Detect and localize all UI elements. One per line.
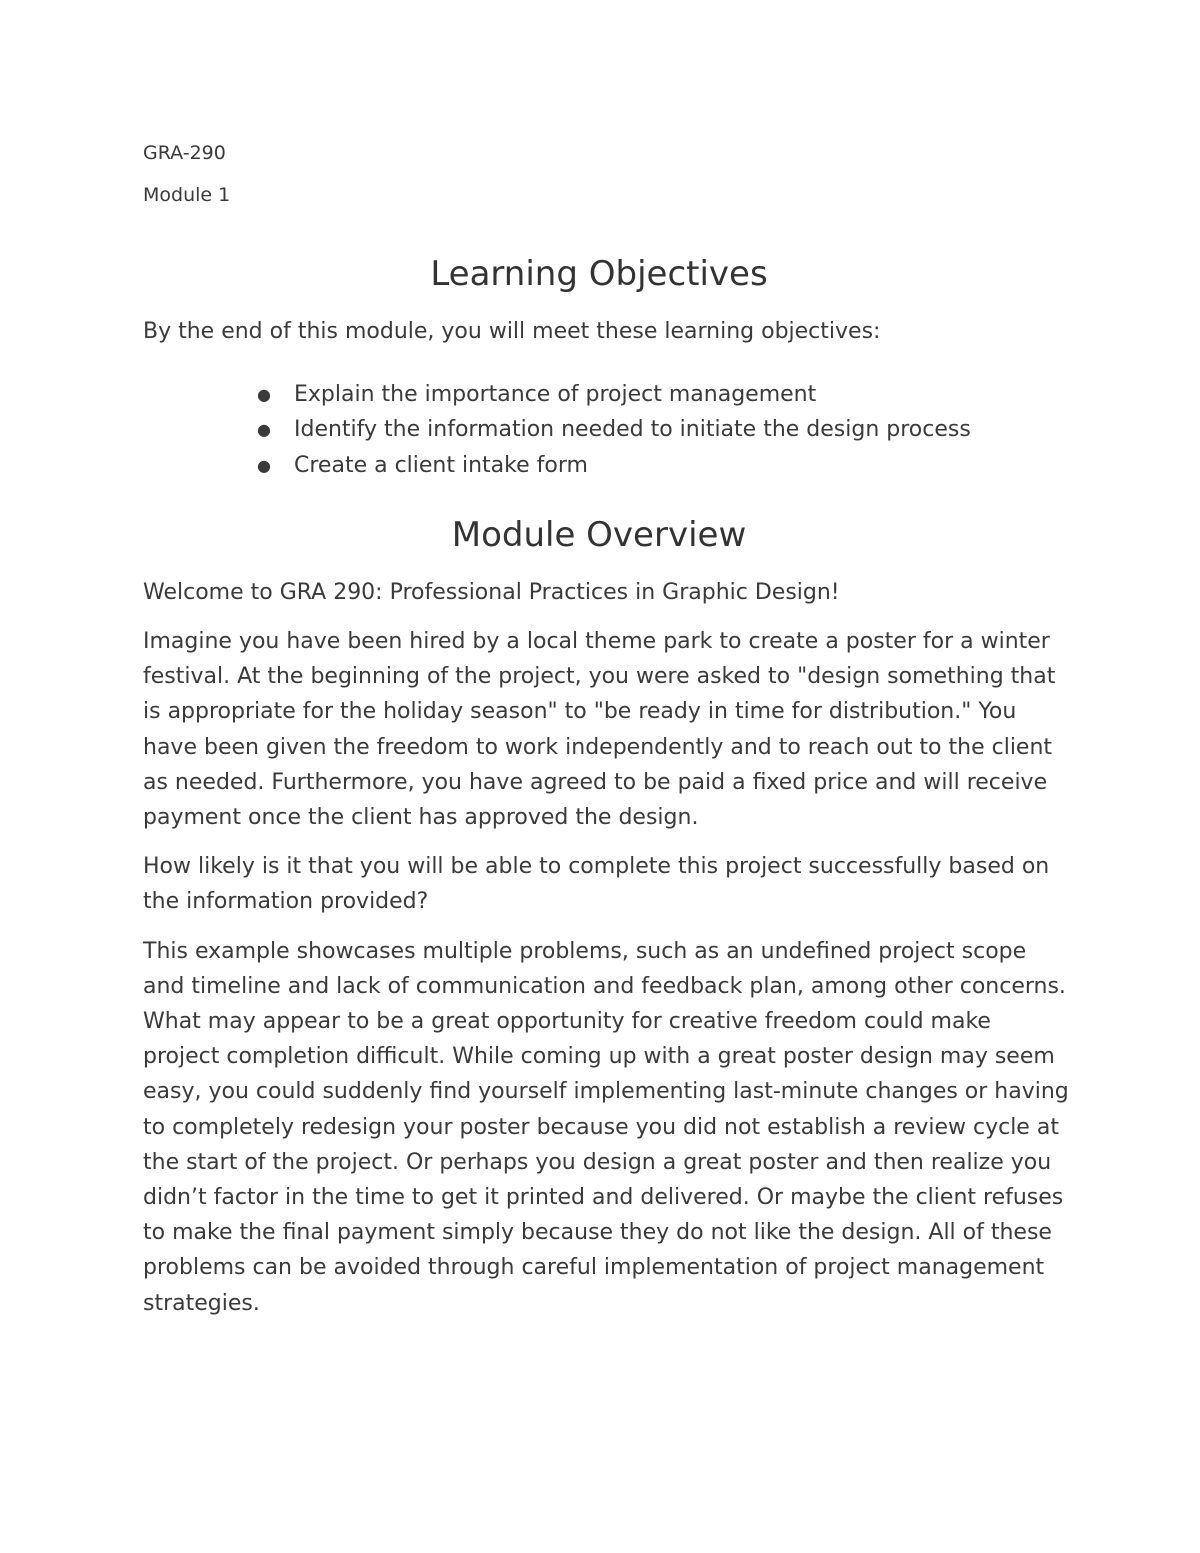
overview-analysis: This example showcases multiple problems, such as an undefined project scope and timeline and lack of communication and feedback plan, among other concerns. What may appear to be a great opportunity for creative freedom could make project completion difficult. While coming up with a great poster design may seem easy, you could suddenly find yourself implementing last-minute changes or having to completely redesign your poster because you did not establish a review cycle at the start of the project. Or perhaps you design a great poster and then realize you didn’t factor in the time to get it printed and delivered. Or maybe the client refuses to make the final payment simply because they do not like the design. All of these problems can be avoided through careful implementation of project management strategies. <box>143 938 1069 1316</box>
bullet-icon: ● <box>257 455 271 475</box>
course-code: GRA-290 <box>143 142 226 164</box>
objective-text: Create a client intake form <box>294 452 588 478</box>
bullet-icon: ● <box>257 385 271 405</box>
objective-text: Explain the importance of project management <box>294 382 817 408</box>
overview-welcome: Welcome to GRA 290: Professional Practices in Graphic Design! <box>143 579 840 605</box>
list-item <box>257 377 1073 412</box>
objectives-intro: By the end of this module, you will meet these learning objectives: <box>143 319 881 344</box>
list-item <box>257 412 1073 447</box>
document-page <box>143 138 1073 1335</box>
bullet-icon: ● <box>257 420 271 440</box>
overview-question: How likely is it that you will be able to complete this project successfully based on the information provided? <box>143 854 1050 915</box>
objective-text: Identify the information needed to initiate the design process <box>294 417 971 443</box>
overview-scenario: Imagine you have been hired by a local theme park to create a poster for a winter festival. At the beginning of the project, you were asked to "design something that is appropriate for the holiday season" to "be ready in time for distribution." You have been given the freedom to work independently and to reach out to the client as needed. Furthermore, you have agreed to be paid a fixed price and will receive payment once the client has approved the design. <box>143 629 1056 831</box>
list-item <box>257 448 1073 483</box>
module-label: Module 1 <box>143 184 231 206</box>
objectives-list <box>143 377 1073 483</box>
module-overview-title: Module Overview <box>451 514 747 555</box>
learning-objectives-title: Learning Objectives <box>430 254 768 294</box>
